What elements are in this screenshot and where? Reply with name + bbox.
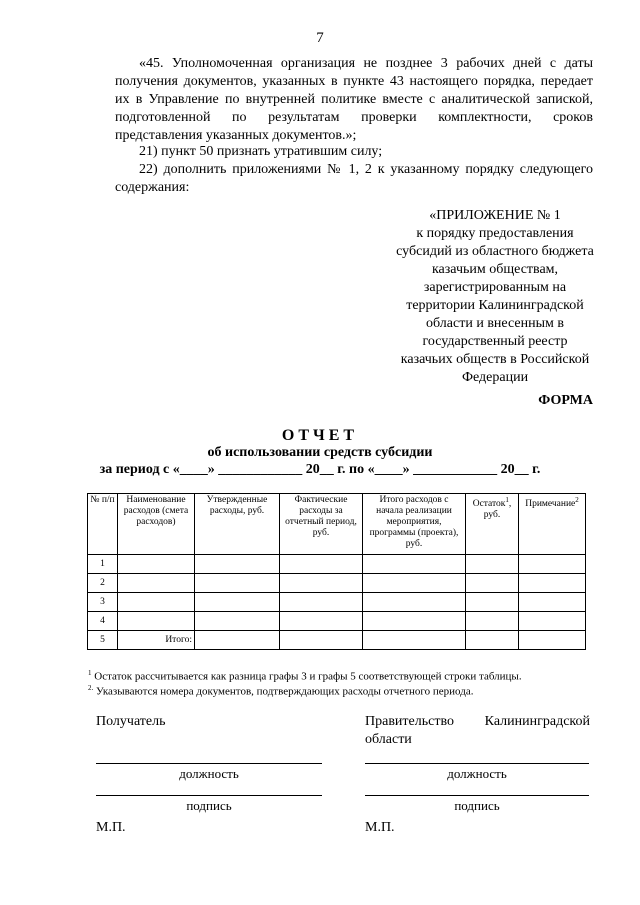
table-cell xyxy=(195,574,280,593)
appendix-line: зарегистрированным на xyxy=(423,280,567,295)
table-cell xyxy=(363,612,466,631)
table-cell xyxy=(466,593,519,612)
table-cell xyxy=(519,593,586,612)
table-cell xyxy=(195,612,280,631)
position-label: должность xyxy=(179,766,239,781)
position-line xyxy=(96,763,322,764)
footnote-2-mark: 2. xyxy=(88,684,94,692)
total-label: Итого: xyxy=(118,631,195,650)
recipient-title: Получатель xyxy=(96,714,166,729)
signature-line xyxy=(96,795,322,796)
report-table xyxy=(87,493,586,650)
table-cell xyxy=(195,593,280,612)
table-cell xyxy=(280,631,363,650)
appendix-line: Федерации xyxy=(461,370,529,385)
row-number: 4 xyxy=(88,612,118,631)
table-cell xyxy=(519,574,586,593)
report-title: ОТЧЕТ xyxy=(281,427,359,444)
table-cell xyxy=(363,593,466,612)
table-cell xyxy=(519,555,586,574)
appendix-line: государственный реестр xyxy=(422,334,568,349)
table-row xyxy=(88,555,586,574)
table-cell xyxy=(466,612,519,631)
footnote-2-text: Указываются номера документов, подтверждающих расходы отчетного периода. xyxy=(96,685,474,698)
signature-line xyxy=(365,795,589,796)
row-number: 1 xyxy=(88,555,118,574)
table-row xyxy=(88,574,586,593)
row-number: 3 xyxy=(88,593,118,612)
report-period: за период с «____» ____________ 20__ г. по «____» ____________ 20__ г. xyxy=(99,462,541,477)
form-label: ФОРМА xyxy=(538,393,593,408)
appendix-line: территории Калининградской xyxy=(406,298,584,313)
remainder-unit: руб. xyxy=(483,510,501,521)
position-line xyxy=(365,763,589,764)
table-cell xyxy=(466,574,519,593)
note-label: Примечание xyxy=(525,499,576,510)
table-cell xyxy=(195,555,280,574)
paragraph-45: «45. Уполномоченная организация не позднее 3 рабочих дней с даты получения документов, указанных в пункте 43 настоящего порядка, передает их в Управление по внутренней политике вместе с аналитической запиской, подготовленной по результатам проверки комплектности, сроков представления указанных документов.»; xyxy=(115,56,593,143)
col-header-total: Итого расходов с начала реализации мероприятия, программы (проекта), руб. xyxy=(363,494,466,555)
item-21: 21) пункт 50 признать утратившим силу; xyxy=(139,144,383,159)
signature-label: подпись xyxy=(454,798,500,813)
report-subtitle: об использовании средств субсидии xyxy=(207,445,433,460)
item-22: 22) дополнить приложениями № 1, 2 к указанному порядку следующего содержания: xyxy=(115,162,593,195)
table-cell xyxy=(118,555,195,574)
table-cell xyxy=(195,631,280,650)
stamp-label: М.П. xyxy=(365,820,395,835)
table-cell xyxy=(466,555,519,574)
page-number: 7 xyxy=(316,30,324,46)
table-cell xyxy=(118,612,195,631)
table-row-total xyxy=(88,631,586,650)
appendix-line: субсидий из областного бюджета xyxy=(396,244,594,259)
row-number: 5 xyxy=(88,631,118,650)
footnote-mark-1: 1 xyxy=(505,496,509,504)
table-cell xyxy=(118,574,195,593)
col-header-note xyxy=(519,494,586,555)
table-cell xyxy=(280,574,363,593)
col-header-remainder: Остаток$^1$, руб. xyxy=(466,494,519,555)
table-header-row xyxy=(88,494,586,555)
appendix-line: казачьих обществ в Российской xyxy=(400,352,590,367)
appendix-line: к порядку предоставления xyxy=(416,226,574,241)
table-cell xyxy=(280,593,363,612)
col-header-name: Наименование расходов (смета расходов) xyxy=(118,494,195,555)
table-cell xyxy=(466,631,519,650)
table-cell xyxy=(280,555,363,574)
appendix-title: «ПРИЛОЖЕНИЕ № 1 xyxy=(429,208,561,223)
government-title: Правительство Калининградской области xyxy=(365,714,590,747)
table-cell xyxy=(118,593,195,612)
col-header-approved: Утвержденные расходы, руб. xyxy=(195,494,280,555)
remainder-label: Остаток xyxy=(472,499,506,510)
table-row xyxy=(88,593,586,612)
appendix-line: казачьим обществам, xyxy=(431,262,559,277)
table-cell xyxy=(363,631,466,650)
table-cell xyxy=(280,612,363,631)
stamp-label: М.П. xyxy=(96,820,126,835)
col-header-actual: Фактические расходы за отчетный период, руб. xyxy=(280,494,363,555)
table-row xyxy=(88,612,586,631)
footnote-2 xyxy=(88,681,473,699)
row-number: 2 xyxy=(88,574,118,593)
appendix-header xyxy=(375,207,615,387)
signature-label: подпись xyxy=(186,798,232,813)
table-cell xyxy=(519,612,586,631)
footnote-1-mark: 1 xyxy=(88,669,92,677)
table-cell xyxy=(363,574,466,593)
col-header-number: № п/п xyxy=(88,494,118,555)
table-cell xyxy=(363,555,466,574)
footnote-mark-2: 2 xyxy=(575,496,579,504)
appendix-line: области и внесенным в xyxy=(426,316,564,331)
table-cell xyxy=(519,631,586,650)
footnote-1-text: Остаток рассчитывается как разница графы 3 и графы 5 соответствующей строки таблицы. xyxy=(94,670,522,683)
position-label: должность xyxy=(447,766,507,781)
